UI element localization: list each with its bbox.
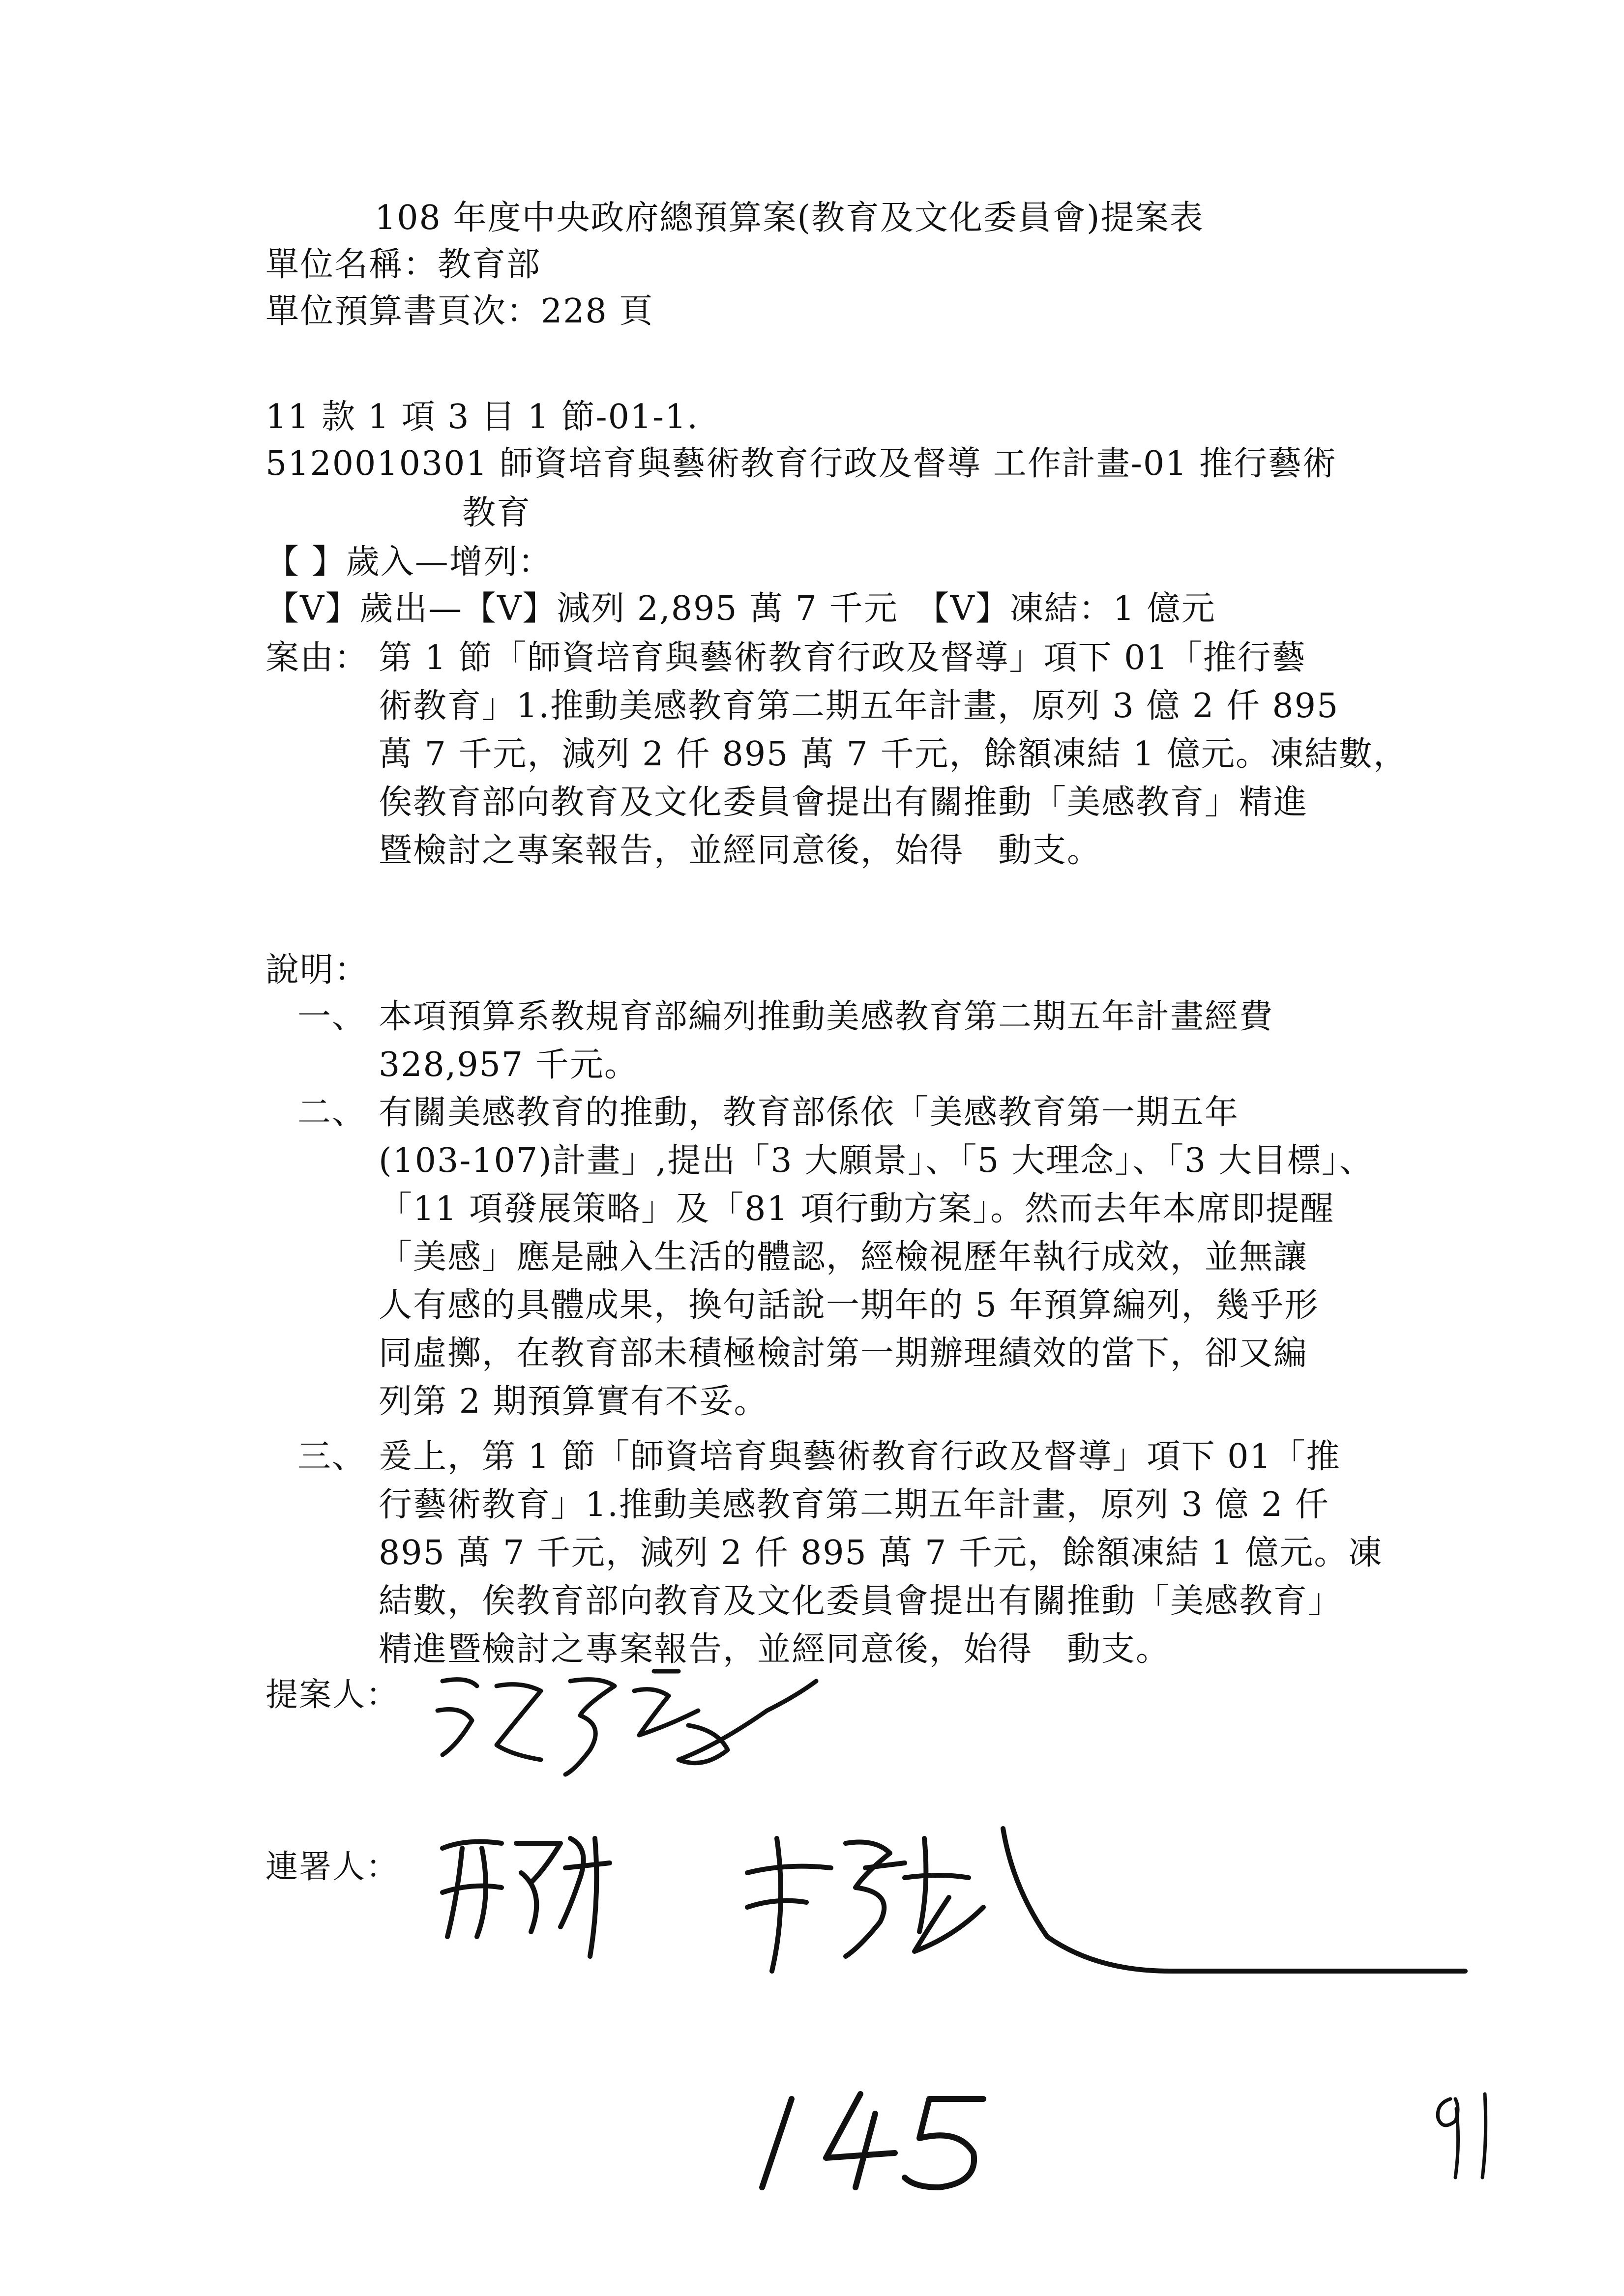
section-code: 11 款 1 項 3 目 1 節-01-1.: [266, 398, 699, 436]
reason-label: 案由：: [266, 639, 369, 677]
item-number: 三、: [297, 1437, 367, 1476]
item-line: 895 萬 7 千元，減列 2 仟 895 萬 7 千元，餘額凍結 1 億元。凍: [379, 1534, 1383, 1572]
expense-line: 【V】歲出—【V】減列 2,895 萬 7 千元 【V】凍結：1 億元: [266, 589, 1216, 628]
item-line: 同虛擲，在教育部未積極檢討第一期辦理績效的當下，卻又編: [379, 1334, 1308, 1373]
cosigner-signature: [433, 1809, 1475, 1986]
item-line: 「美感」應是融入生活的體認，經檢視歷年執行成效，並無讓: [379, 1238, 1308, 1277]
item-line: 有關美感教育的推動，教育部係依「美感教育第一期五年: [379, 1093, 1240, 1132]
reason-line: 萬 7 千元，減列 2 仟 895 萬 7 千元，餘額凍結 1 億元。凍結數，: [379, 735, 1408, 774]
reason-line: 術教育」1.推動美感教育第二期五年計畫，原列 3 億 2 仟 895: [379, 687, 1339, 726]
item-line: 精進暨檢討之專案報告，並經同意後，始得 動支。: [379, 1630, 1171, 1669]
item-line: 本項預算系教規育部編列推動美感教育第二期五年計畫經費: [379, 997, 1274, 1036]
handwritten-page-number-text: 145: [752, 2084, 753, 2085]
document-title: 108 年度中央政府總預算案(教育及文化委員會)提案表: [375, 199, 1204, 237]
program-line-continued: 教育: [462, 494, 531, 532]
program-line: 5120010301 師資培育與藝術教育行政及督導 工作計畫-01 推行藝術: [266, 444, 1337, 483]
reason-line: 第 1 節「師資培育與藝術教育行政及督導」項下 01「推行藝: [379, 639, 1306, 677]
cosigner-label: 連署人：: [266, 1848, 399, 1886]
unit-name: 單位名稱：教育部: [266, 245, 541, 284]
item-line: 「11 項發展策略」及「81 項行動方案」。然而去年本席即提醒: [379, 1190, 1335, 1228]
handwritten-corner-number: [1426, 2079, 1509, 2187]
item-line: 爰上，第 1 節「師資培育與藝術教育行政及督導」項下 01「推: [379, 1437, 1341, 1476]
proposer-signature: [423, 1652, 826, 1779]
item-line: 行藝術教育」1.推動美感教育第二期五年計畫，原列 3 億 2 仟: [379, 1485, 1329, 1524]
item-line: 列第 2 期預算實有不妥。: [379, 1382, 768, 1421]
item-line: 人有感的具體成果，換句話說一期年的 5 年預算編列，幾乎形: [379, 1286, 1319, 1325]
handwritten-corner-number-text: 91: [1426, 2079, 1427, 2080]
reason-line: 俟教育部向教育及文化委員會提出有關推動「美感教育」精進: [379, 783, 1308, 822]
item-line: (103-107)計畫」,提出「3 大願景」、「5 大理念」、「3 大目標」、: [379, 1141, 1374, 1180]
handwritten-page-number: [752, 2084, 1008, 2197]
budget-page-reference: 單位預算書頁次：228 頁: [266, 292, 654, 331]
reason-line: 暨檢討之專案報告，並經同意後，始得 動支。: [379, 831, 1102, 870]
revenue-line: 【 】歲入—增列：: [266, 543, 553, 581]
proposer-label: 提案人：: [266, 1676, 399, 1714]
item-line: 結數，俟教育部向教育及文化委員會提出有關推動「美感教育」: [379, 1582, 1343, 1621]
item-number: 二、: [297, 1093, 367, 1132]
explanation-heading: 說明：: [266, 951, 369, 989]
item-number: 一、: [297, 997, 367, 1036]
item-line: 328,957 千元。: [379, 1046, 639, 1084]
